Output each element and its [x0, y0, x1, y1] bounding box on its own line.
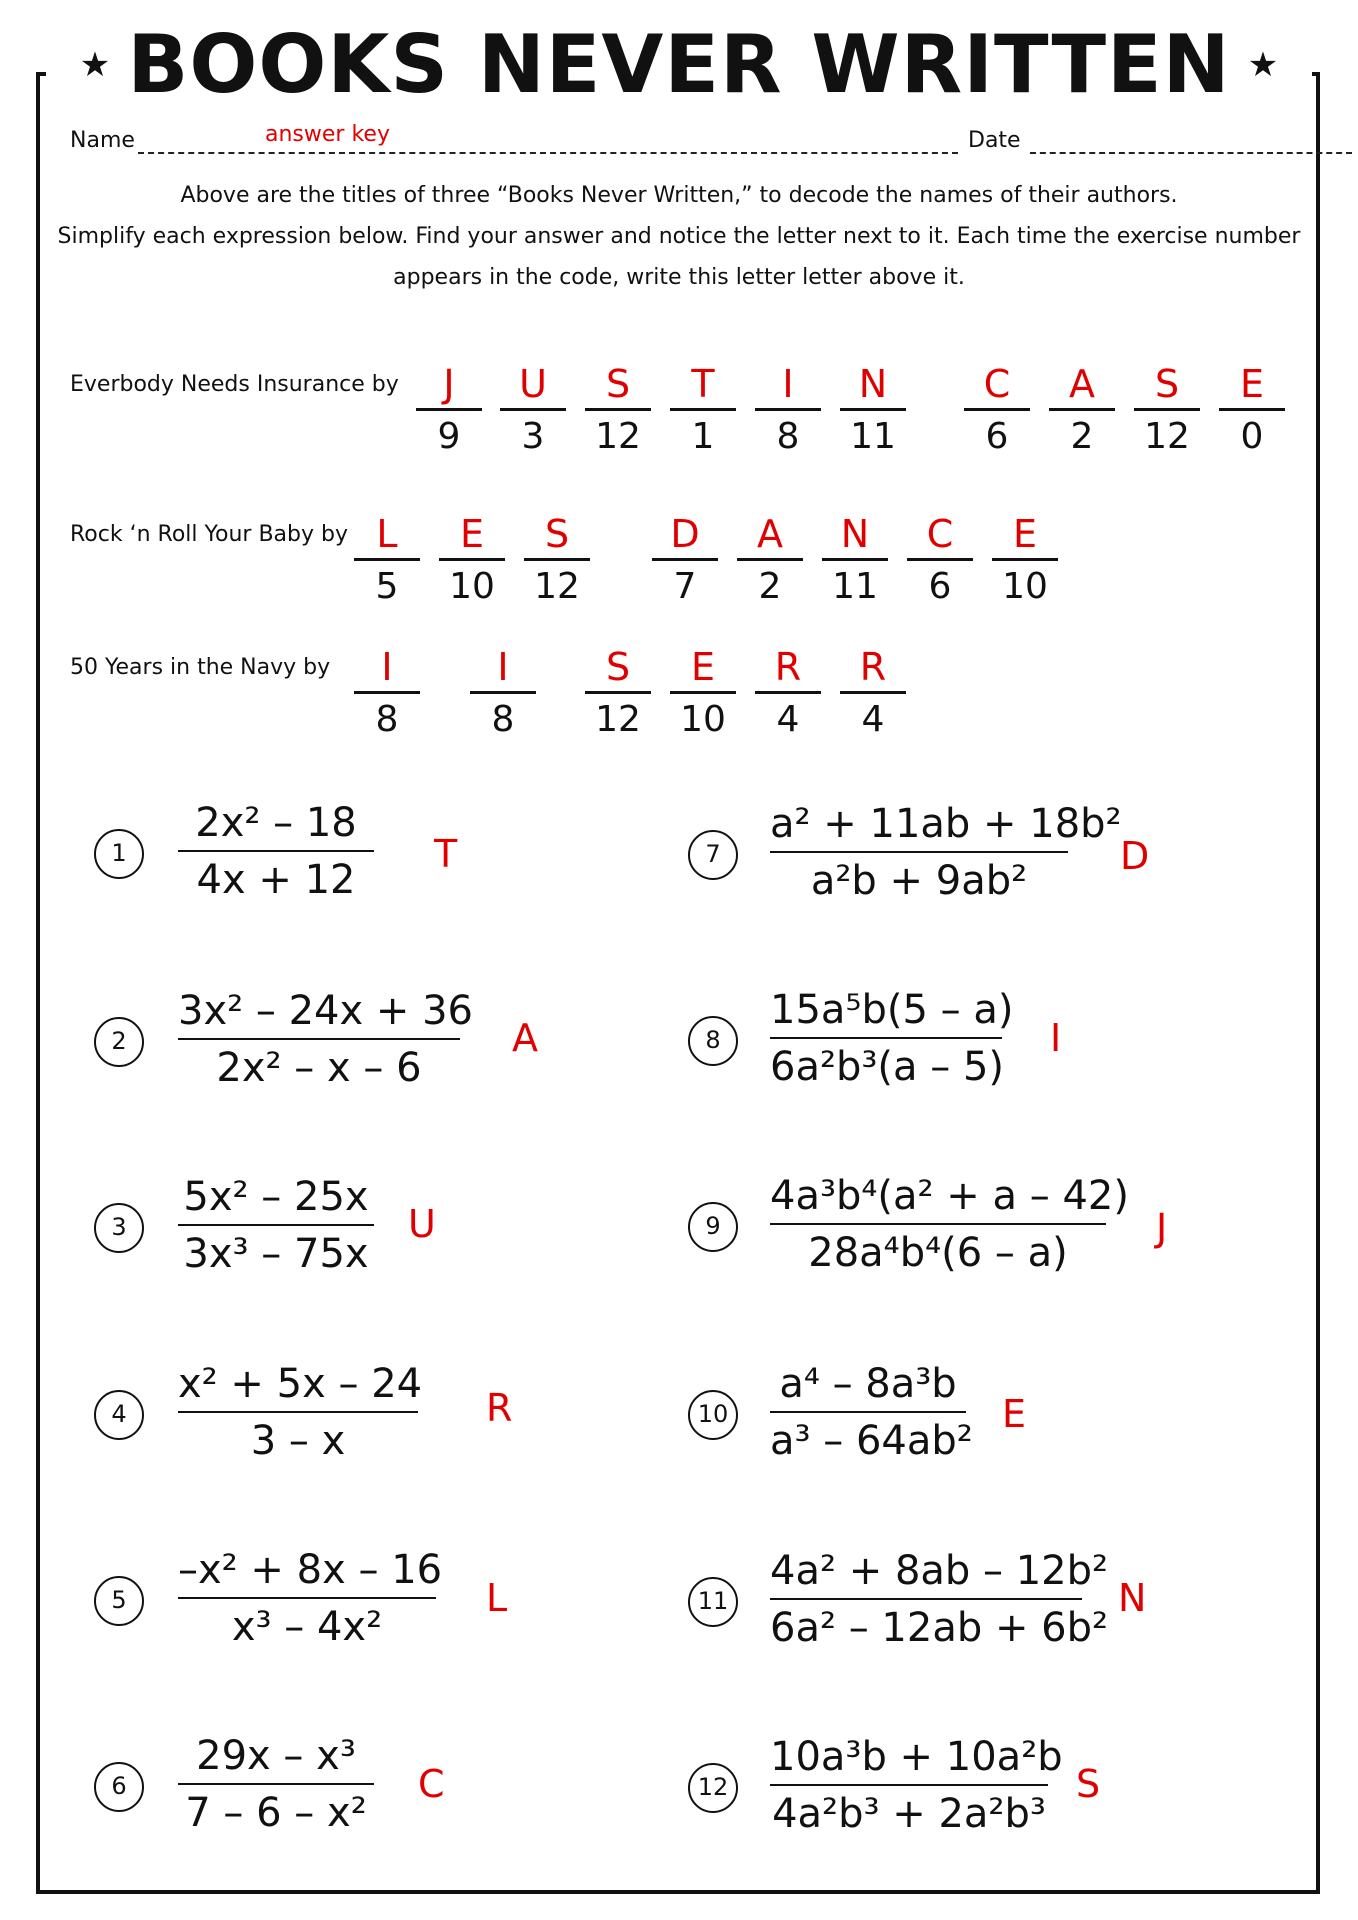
numerator: 29x – x³: [196, 1733, 356, 1779]
fraction: [178, 1357, 423, 1469]
numerator: 3x² – 24x + 36: [178, 988, 473, 1034]
problem-number: 2: [94, 1017, 144, 1067]
code-letter: S: [1154, 362, 1180, 406]
answer-letter: U: [408, 1202, 436, 1246]
code-number: 8: [375, 699, 399, 740]
code-letter: R: [859, 645, 887, 689]
code-number: 12: [595, 699, 641, 740]
answer-letter: R: [486, 1386, 513, 1430]
fraction: [770, 1544, 1109, 1656]
code-cell[interactable]: [1219, 360, 1285, 463]
denominator: 7 – 6 – x²: [185, 1790, 367, 1836]
code-letter: E: [690, 645, 715, 689]
answer-letter: C: [418, 1762, 445, 1806]
answer-letter: D: [1120, 834, 1150, 878]
numerator: 5x² – 25x: [183, 1174, 369, 1220]
code-cell[interactable]: [992, 510, 1058, 613]
problem-number: 12: [688, 1763, 738, 1813]
denominator: 2x² – x – 6: [216, 1045, 422, 1091]
code-number: 12: [1144, 416, 1190, 457]
code-number: 6: [928, 566, 952, 607]
code-cell[interactable]: [840, 360, 906, 463]
fraction: [770, 1730, 1063, 1842]
instructions-line-3: appears in the code, write this letter letter above it.: [393, 265, 965, 290]
denominator: 4x + 12: [196, 857, 356, 903]
fraction: [178, 984, 473, 1096]
date-label: Date: [968, 128, 1021, 153]
numerator: x² + 5x – 24: [178, 1361, 423, 1407]
code-number: 9: [437, 416, 461, 457]
numerator: a² + 11ab + 18b²: [770, 801, 1122, 847]
code-letter: J: [443, 362, 455, 406]
code-letter: D: [670, 512, 700, 556]
answer-letter: A: [512, 1016, 538, 1060]
fraction: [178, 1543, 443, 1655]
date-field[interactable]: [1030, 152, 1352, 154]
fraction: [770, 983, 1014, 1095]
name-field[interactable]: [138, 152, 958, 154]
code-cell[interactable]: [1049, 360, 1115, 463]
code-number: 2: [1070, 416, 1094, 457]
code-number: 7: [673, 566, 697, 607]
code-number: 12: [534, 566, 580, 607]
code-cell[interactable]: [439, 510, 505, 613]
book-2-label: Rock ‘n Roll Your Baby by: [70, 522, 348, 547]
fraction: [178, 1729, 374, 1841]
problem-number: 8: [688, 1016, 738, 1066]
code-letter: I: [782, 362, 794, 406]
denominator: 6a² – 12ab + 6b²: [770, 1605, 1109, 1651]
code-cell[interactable]: [652, 510, 718, 613]
code-number: 10: [680, 699, 726, 740]
code-letter: T: [691, 362, 715, 406]
problem-number: 4: [94, 1390, 144, 1440]
code-number: 5: [375, 566, 399, 607]
code-number: 8: [776, 416, 800, 457]
code-cell[interactable]: [822, 510, 888, 613]
denominator: x³ – 4x²: [231, 1604, 383, 1650]
numerator: 4a³b⁴(a² + a – 42): [770, 1173, 1129, 1219]
problem-number: 9: [688, 1202, 738, 1252]
denominator: 4a²b³ + 2a²b³: [772, 1791, 1046, 1837]
numerator: –x² + 8x – 16: [178, 1547, 443, 1593]
code-cell[interactable]: [1134, 360, 1200, 463]
code-letter: I: [381, 645, 393, 689]
denominator: 3 – x: [250, 1418, 346, 1464]
code-cell[interactable]: [500, 360, 566, 463]
fraction: [178, 796, 374, 908]
code-cell[interactable]: [737, 510, 803, 613]
problem-number: 6: [94, 1762, 144, 1812]
code-cell[interactable]: [907, 510, 973, 613]
code-number: 1: [691, 416, 715, 457]
instructions-line-2: Simplify each expression below. Find your answer and notice the letter next to it. Each time the exercise number: [57, 224, 1301, 249]
numerator: a⁴ – 8a³b: [779, 1361, 957, 1407]
answer-letter: T: [434, 832, 458, 876]
problem-number: 7: [688, 830, 738, 880]
code-letter: C: [983, 362, 1011, 406]
code-number: 4: [776, 699, 800, 740]
fraction: [770, 797, 1122, 909]
answer-letter: I: [1050, 1016, 1062, 1060]
code-cell[interactable]: [840, 643, 906, 746]
code-cell[interactable]: [585, 360, 651, 463]
code-cell[interactable]: [524, 510, 590, 613]
name-value: answer key: [265, 122, 390, 147]
denominator: 28a⁴b⁴(6 – a): [808, 1230, 1068, 1276]
answer-letter: E: [1002, 1392, 1027, 1436]
code-number: 2: [758, 566, 782, 607]
code-number: 11: [832, 566, 878, 607]
code-letter: N: [840, 512, 870, 556]
numerator: 2x² – 18: [195, 800, 357, 846]
code-letter: N: [858, 362, 888, 406]
numerator: 4a² + 8ab – 12b²: [770, 1548, 1109, 1594]
code-letter: I: [497, 645, 509, 689]
fraction: [770, 1357, 973, 1469]
answer-letter: L: [486, 1576, 508, 1620]
star-right-icon: ★: [1247, 44, 1279, 85]
problem-number: 11: [688, 1577, 738, 1627]
answer-letter: S: [1076, 1762, 1101, 1806]
fraction: [770, 1169, 1129, 1281]
code-letter: S: [605, 362, 631, 406]
code-number: 12: [595, 416, 641, 457]
code-number: 8: [491, 699, 515, 740]
code-number: 0: [1240, 416, 1264, 457]
code-number: 10: [1002, 566, 1048, 607]
fraction: [178, 1170, 374, 1282]
code-cell[interactable]: [670, 360, 736, 463]
title-bar: [0, 18, 1358, 111]
code-number: 6: [985, 416, 1009, 457]
code-letter: E: [1012, 512, 1037, 556]
book-1-label: Everbody Needs Insurance by: [70, 372, 399, 397]
code-letter: A: [1069, 362, 1095, 406]
numerator: 10a³b + 10a²b: [770, 1734, 1063, 1780]
problem-number: 1: [94, 829, 144, 879]
book-3-label: 50 Years in the Navy by: [70, 655, 331, 680]
code-letter: E: [459, 512, 484, 556]
numerator: 15a⁵b(5 – a): [770, 987, 1014, 1033]
code-cell[interactable]: [585, 643, 651, 746]
code-cell[interactable]: [354, 510, 420, 613]
code-letter: U: [519, 362, 547, 406]
code-letter: A: [757, 512, 783, 556]
answer-letter: J: [1156, 1206, 1168, 1250]
code-cell[interactable]: [354, 643, 420, 746]
code-number: 10: [449, 566, 495, 607]
code-letter: S: [544, 512, 570, 556]
code-cell[interactable]: [755, 643, 821, 746]
code-letter: R: [774, 645, 802, 689]
instructions: [50, 175, 1308, 298]
name-label: Name: [70, 128, 135, 153]
code-number: 3: [521, 416, 545, 457]
code-cell[interactable]: [964, 360, 1030, 463]
code-letter: S: [605, 645, 631, 689]
denominator: a²b + 9ab²: [810, 858, 1028, 904]
denominator: 6a²b³(a – 5): [770, 1044, 1005, 1090]
code-letter: C: [926, 512, 954, 556]
answer-letter: N: [1118, 1576, 1147, 1620]
problem-number: 10: [688, 1390, 738, 1440]
code-letter: L: [376, 512, 398, 556]
instructions-line-1: Above are the titles of three “Books Never Written,” to decode the names of their authors.: [180, 183, 1178, 208]
code-number: 11: [850, 416, 896, 457]
code-letter: E: [1239, 362, 1264, 406]
code-cell[interactable]: [470, 643, 536, 746]
problem-number: 5: [94, 1576, 144, 1626]
star-left-icon: ★: [79, 44, 111, 85]
denominator: 3x³ – 75x: [183, 1231, 369, 1277]
code-cell[interactable]: [755, 360, 821, 463]
code-number: 4: [861, 699, 885, 740]
page-title: BOOKS NEVER WRITTEN: [127, 18, 1231, 111]
problem-number: 3: [94, 1203, 144, 1253]
code-cell[interactable]: [670, 643, 736, 746]
denominator: a³ – 64ab²: [770, 1418, 973, 1464]
code-cell[interactable]: [416, 360, 482, 463]
